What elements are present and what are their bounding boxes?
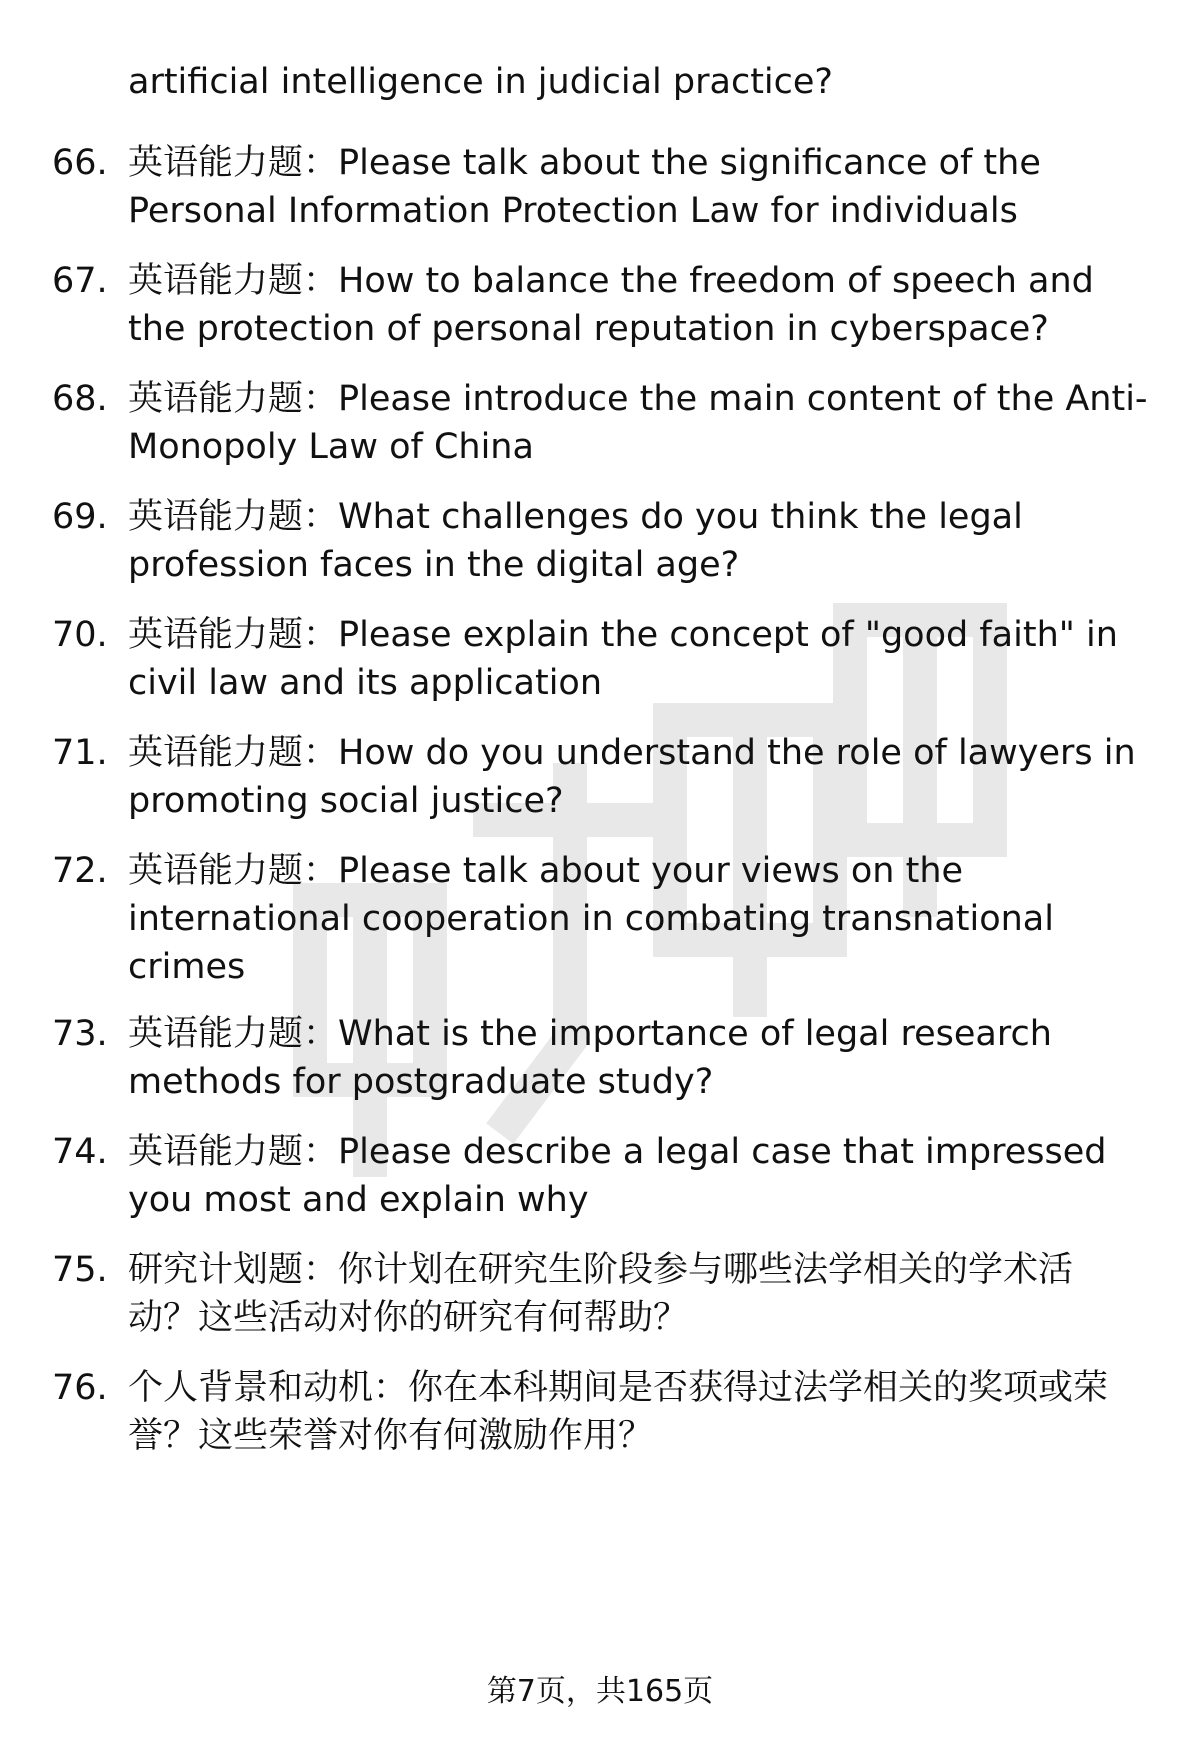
question-text-line: civil law and its application xyxy=(128,663,603,703)
question-text-line: 英语能力题：Please explain the concept of "good faith" in xyxy=(128,615,1118,655)
question-text xyxy=(128,847,1148,991)
question-number: 70. xyxy=(52,615,108,655)
question-text-line: 英语能力题：Please talk about the significance of the xyxy=(128,143,1041,183)
question-text-line: Monopoly Law of China xyxy=(128,427,534,467)
question-text-line: 英语能力题：What is the importance of legal research xyxy=(128,1014,1052,1054)
question-text xyxy=(128,1246,1148,1342)
question-number: 67. xyxy=(52,261,108,301)
question-text xyxy=(128,729,1148,825)
question-number: 75. xyxy=(52,1250,108,1290)
question-text-line: 英语能力题：What challenges do you think the legal xyxy=(128,497,1023,537)
question-text-line: 英语能力题：How to balance the freedom of speech and xyxy=(128,261,1094,301)
question-number: 69. xyxy=(52,497,108,537)
question-text-line: 英语能力题：How do you understand the role of lawyers in xyxy=(128,733,1136,773)
continued-question-line: artificial intelligence in judicial practice? xyxy=(128,62,834,102)
question-text-line: profession faces in the digital age? xyxy=(128,545,740,585)
question-text-line: crimes xyxy=(128,947,246,987)
question-text-line: 英语能力题：Please introduce the main content of the Anti- xyxy=(128,379,1148,419)
question-text xyxy=(128,1364,1148,1460)
question-number: 73. xyxy=(52,1014,108,1054)
question-text-line: the protection of personal reputation in cyberspace? xyxy=(128,309,1049,349)
question-text-line: 誉？这些荣誉对你有何激励作用？ xyxy=(128,1416,654,1456)
question-text xyxy=(128,611,1148,707)
question-text xyxy=(128,1128,1148,1224)
question-number: 68. xyxy=(52,379,108,419)
question-text-line: 研究计划题：你计划在研究生阶段参与哪些法学相关的学术活 xyxy=(128,1250,1074,1290)
page-number-footer: 第7页，共165页 xyxy=(486,1674,714,1709)
question-number: 71. xyxy=(52,733,108,773)
question-text xyxy=(128,139,1148,235)
question-text-line: Personal Information Protection Law for individuals xyxy=(128,191,1018,231)
question-text xyxy=(128,1010,1148,1106)
question-text xyxy=(128,257,1148,353)
question-number: 66. xyxy=(52,143,108,183)
question-text-line: 动？这些活动对你的研究有何帮助？ xyxy=(128,1298,689,1338)
question-text xyxy=(128,493,1148,589)
question-text-line: promoting social justice? xyxy=(128,781,564,821)
question-text-line: you most and explain why xyxy=(128,1180,589,1220)
question-text xyxy=(128,375,1148,471)
question-number: 74. xyxy=(52,1132,108,1172)
question-text-line: 英语能力题：Please talk about your views on the xyxy=(128,851,964,891)
question-text-line: 个人背景和动机：你在本科期间是否获得过法学相关的奖项或荣 xyxy=(128,1368,1109,1408)
question-text-line: methods for postgraduate study? xyxy=(128,1062,714,1102)
question-number: 76. xyxy=(52,1368,108,1408)
question-number: 72. xyxy=(52,851,108,891)
question-text-line: international cooperation in combating transnational xyxy=(128,899,1054,939)
question-text-line: 英语能力题：Please describe a legal case that impressed xyxy=(128,1132,1107,1172)
